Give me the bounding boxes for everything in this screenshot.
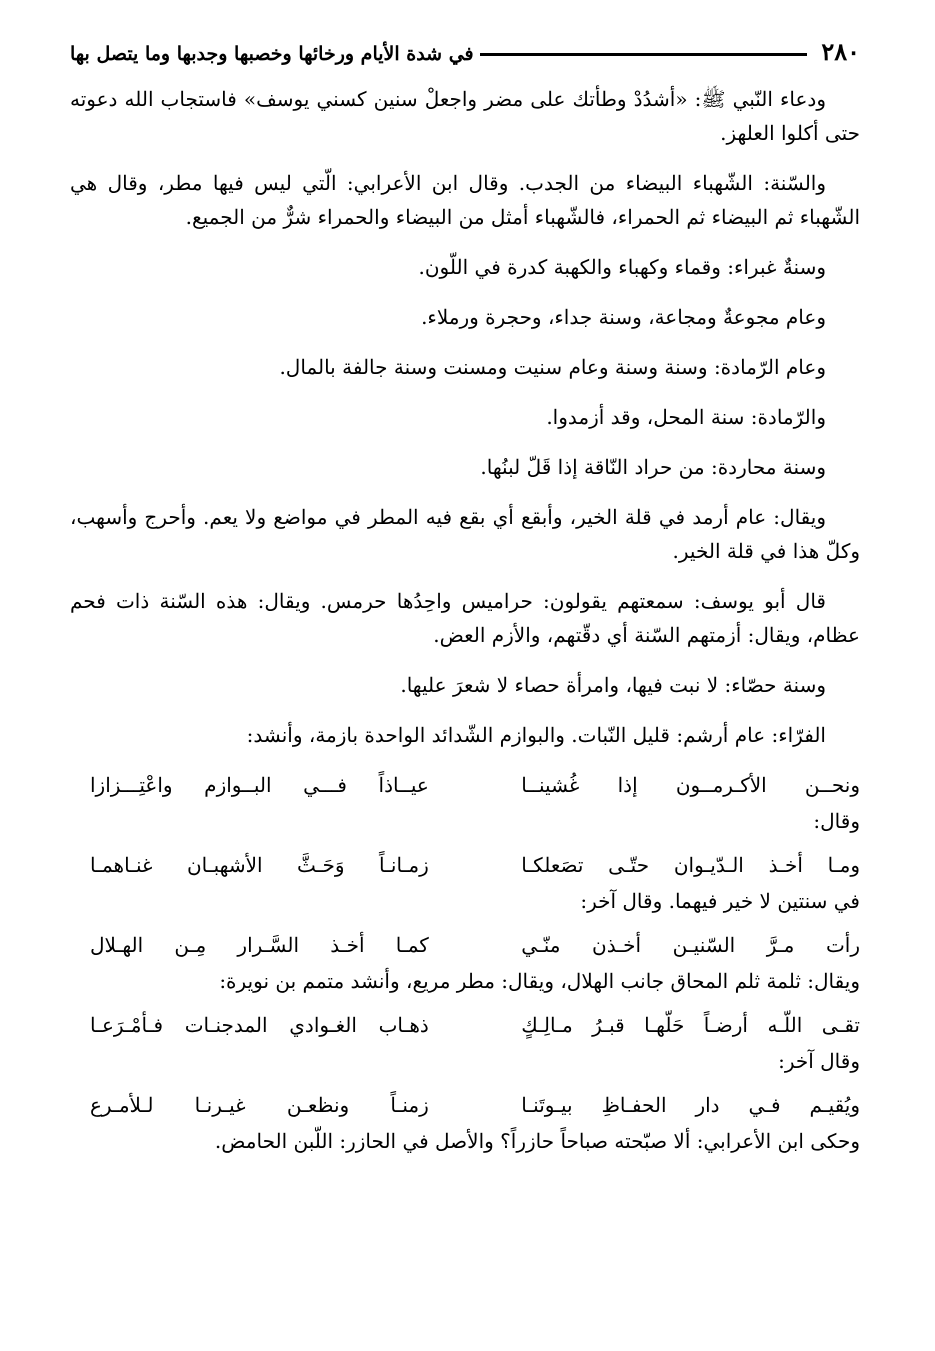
verse-left-hemistich: زمـانـاً وَحَـثَّ الأشهبـان غنـاهمـا xyxy=(90,853,429,877)
verse-followup: وقال: xyxy=(813,809,860,833)
verse-right-hemistich: تقـى اللّـه أرضـاً حَلّهـا قبـرُ مـالِـكٍ xyxy=(521,1013,860,1037)
verse-right-hemistich: ويُقيـم فـي دار الحفـاظِ بيـوتَنـا xyxy=(521,1093,860,1117)
verse-left-hemistich: زمنـاً ونظعـن غيـرنـا لـلأمـرع xyxy=(90,1093,429,1117)
paragraph: والسّنة: الشّهباء البيضاء من الجدب. وقال ابن الأعرابي: الّتي ليس فيها مطر، وقال هي الشّهباء ثم البيضاء ثم الحمراء، فالشّهباء أمثل من البيضاء والحمراء شرٌّ من الجميع. xyxy=(70,171,860,229)
page-number: ٢٨٠ xyxy=(821,37,860,66)
verse-left-hemistich: كمـا أخـذ السَّـرار مِـن الهـلال xyxy=(90,933,429,957)
header-rule xyxy=(480,53,808,56)
verse-line xyxy=(70,768,860,802)
verse-left-hemistich: ذهـاب الغـوادي المدجنـات فـأمْـرَعـا xyxy=(90,1013,429,1037)
running-title: في شدة الأيام ورخائها وخصبها وجدبها وما يتصل بها xyxy=(70,43,474,65)
verse-right-hemistich: رأت مـرَّ السّنيـن أخـذن منّـي xyxy=(521,933,860,957)
verse-followup: وقال آخر: xyxy=(778,1049,860,1073)
paragraph: وعام مجوعةٌ ومجاعة، وسنة جداء، وحجرة ورملاء. xyxy=(421,305,826,329)
verse-line xyxy=(70,848,860,882)
paragraph: وسنةٌ غبراء: وقماء وكهباء والكهبة كدرة في اللّون. xyxy=(418,255,826,279)
verse-followup: وحكى ابن الأعرابي: ألا صبّحته صباحاً حازراً؟ والأصل في الحازر: اللّبن الحامض. xyxy=(214,1129,860,1153)
verse-followup: في سنتين لا خير فيهما. وقال آخر: xyxy=(580,889,860,913)
paragraph: الفرّاء: عام أرشم: قليل النّبات. والبوازم الشّدائد الواحدة بازمة، وأنشد: xyxy=(246,723,826,747)
paragraph: وسنة حصّاء: لا نبت فيها، وامرأة حصاء لا شعرَ عليها. xyxy=(400,673,826,697)
paragraph: وسنة محاردة: من حراد النّاقة إذا قَلّ لبنُها. xyxy=(480,455,826,479)
paragraph: قال أبو يوسف: سمعتهم يقولون: حراميس واحِدُها حرمس. ويقال: هذه السّنة ذات فحم عظام، ويقال: أزمتهم السّنة أي دقّتهم، والأزم العض. xyxy=(70,589,860,647)
paragraph: ودعاء النّبي ﷺ: «أشدُدْ وطأتك على مضر واجعلْ سنين كسني يوسف» فاستجاب الله دعوته حتى أكلوا العلهز. xyxy=(70,87,860,145)
verse-line xyxy=(70,1088,860,1122)
verse-left-hemistich: عيــاذاً فـــي البــوازم واعْتِـــزازا xyxy=(90,773,429,797)
verse-followup: ويقال: ثلمة ثلم المحاق جانب الهلال، ويقال: مطر مريع، وأنشد متمم بن نويرة: xyxy=(219,969,860,993)
page-header xyxy=(70,28,860,64)
verse-right-hemistich: ومـا أخـذ الـدّيـوان حتّـى تصَعلكـا xyxy=(521,853,860,877)
paragraph: ويقال: عام أرمد في قلة الخير، وأبقع أي بقع فيه المطر في مواضع ولا يعم. وأحرج وأسهب، وكلّ هذا في قلة الخير. xyxy=(70,505,860,563)
paragraph: والرّمادة: سنة المحل، وقد أزمدوا. xyxy=(546,405,826,429)
verse-line xyxy=(70,928,860,962)
paragraph: وعام الرّمادة: وسنة وسنة وعام سنيت ومسنت وسنة جالفة بالمال. xyxy=(279,355,826,379)
verse-right-hemistich: ونحــن الأكـرمــون إذا غُشينــا xyxy=(521,773,860,797)
verse-line xyxy=(70,1008,860,1042)
page-body xyxy=(70,82,860,1168)
